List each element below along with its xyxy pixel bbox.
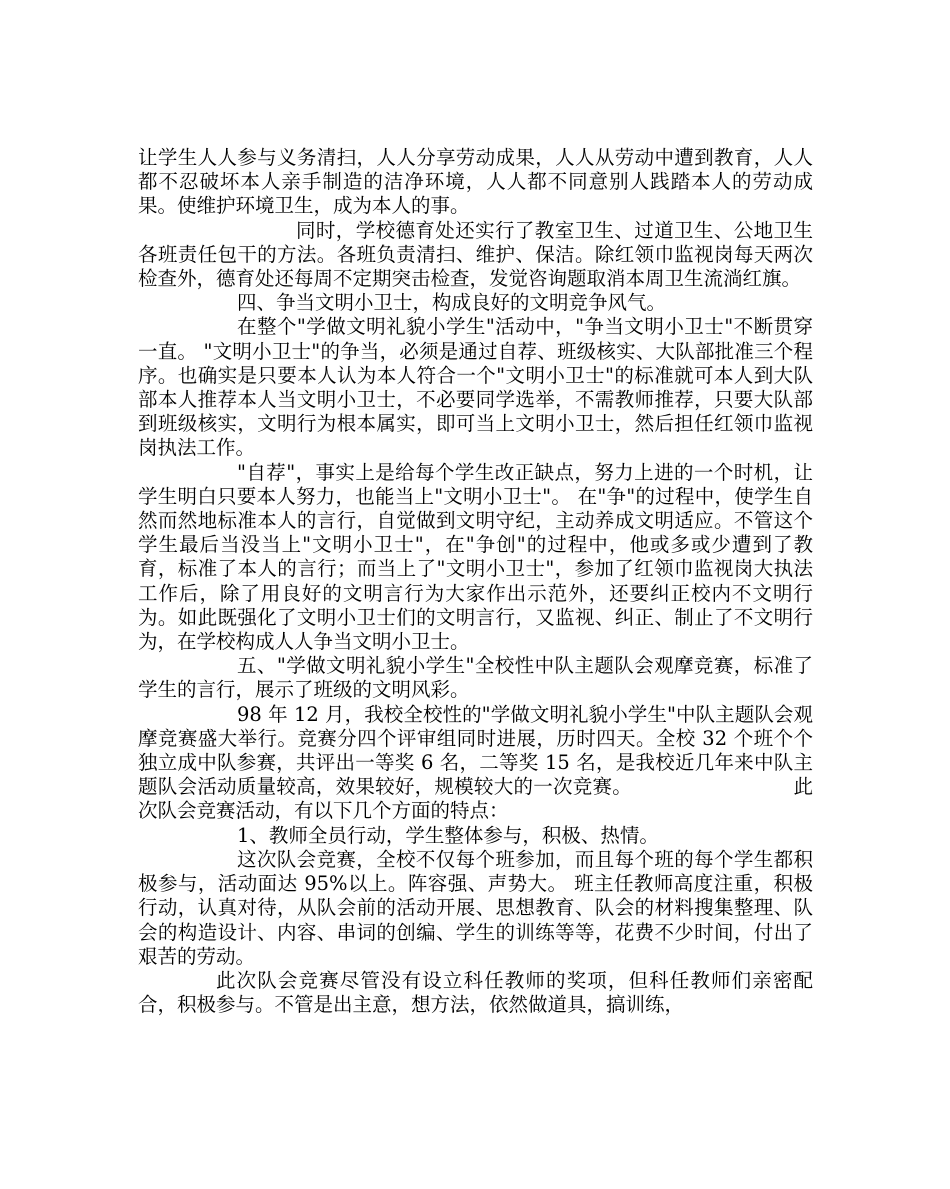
document-page [138,146,813,1017]
paragraph-1: 让学生人人参与义务清扫，人人分享劳动成果，人人从劳动中遭到教育，人人都不忍破坏本人亲手制造的洁净环境，人人都不同意别人践踏本人的劳动成果。使维护环境卫生，成为本人的事。 [138,146,813,218]
paragraph-2: 同时，学校德育处还实行了教室卫生、过道卫生、公地卫生各班责任包干的方法。各班负责清扫、维护、保洁。除红领巾监视岗每天两次检查外，德育处还每周不定期突击检查，发觉咨询题取消本周卫生流淌红旗。 [138,218,813,291]
section-heading-4: 四、争当文明小卫士，构成良好的文明竞争风气。 [237,291,667,315]
paragraph-5: 98 年 12 月，我校全校性的"学做文明礼貌小学生"中队主题队会观摩竞赛盛大举行。竞赛分四个评审组同时进展，历时四天。全校 32 个班个个独立成中队参赛，共评出一等奖 6 名，二等奖 15 名，是我校近几年来中队主题队会活动质量较高，效果较好，规模较大的一次竞赛。 此次队会竞赛活动，有以下几个方面的特点： [138,702,813,823]
paragraph-3: 在整个"学做文明礼貌小学生"活动中，"争当文明小卫士"不断贯穿一直。 "文明小卫士"的争当，必须是通过自荐、班级核实、大队部批准三个程序。也确实是只要本人认为本人符合一个"文明小卫士"的标准就可本人到大队部本人推荐本人当文明小卫士，不必要同学选举，不需教师推荐，只要大队部到班级核实，文明行为根本属实，即可当上文明小卫士，然后担任红领巾监视岗执法工作。 [138,315,813,460]
paragraph-4: "自荐"，事实上是给每个学生改正缺点，努力上进的一个时机，让学生明白只要本人努力，也能当上"文明小卫士"。 在"争"的过程中，使学生自然而然地标准本人的言行，自觉做到文明守纪，主动养成文明适应。不管这个学生最后当没当上"文明小卫士"，在"争创"的过程中，他或多或少遭到了教育，标准了本人的言行；而当上了"文明小卫士"，参加了红领巾监视岗大执法工作后，除了用良好的文明言行为大家作出示范外，还要纠正校内不文明行为。如此既强化了文明小卫士们的文明言行，又监视、纠正、制止了不文明行为，在学校构成人人争当文明小卫士。 [138,460,813,654]
section-heading-5: 五、"学做文明礼貌小学生"全校性中队主题队会观摩竞赛，标准了学生的言行，展示了班级的文明风彩。 [138,654,813,702]
subheading-1: 1、教师全员行动，学生整体参与，积极、热情。 [237,823,659,847]
paragraph-6: 这次队会竞赛，全校不仅每个班参加，而且每个班的每个学生都积极参与，活动面达 95%以上。阵容强、声势大。 班主任教师高度注重，积极行动，认真对待，从队会前的活动开展、思想教育、队会的材料搜集整理、队会的构造设计、内容、串词的创编、学生的训练等等，花费不少时间，付出了艰苦的劳动。 [138,847,813,968]
paragraph-7: 此次队会竞赛尽管没有设立科任教师的奖项，但科任教师们亲密配合，积极参与。不管是出主意，想方法，依然做道具，搞训练， [138,968,813,1017]
